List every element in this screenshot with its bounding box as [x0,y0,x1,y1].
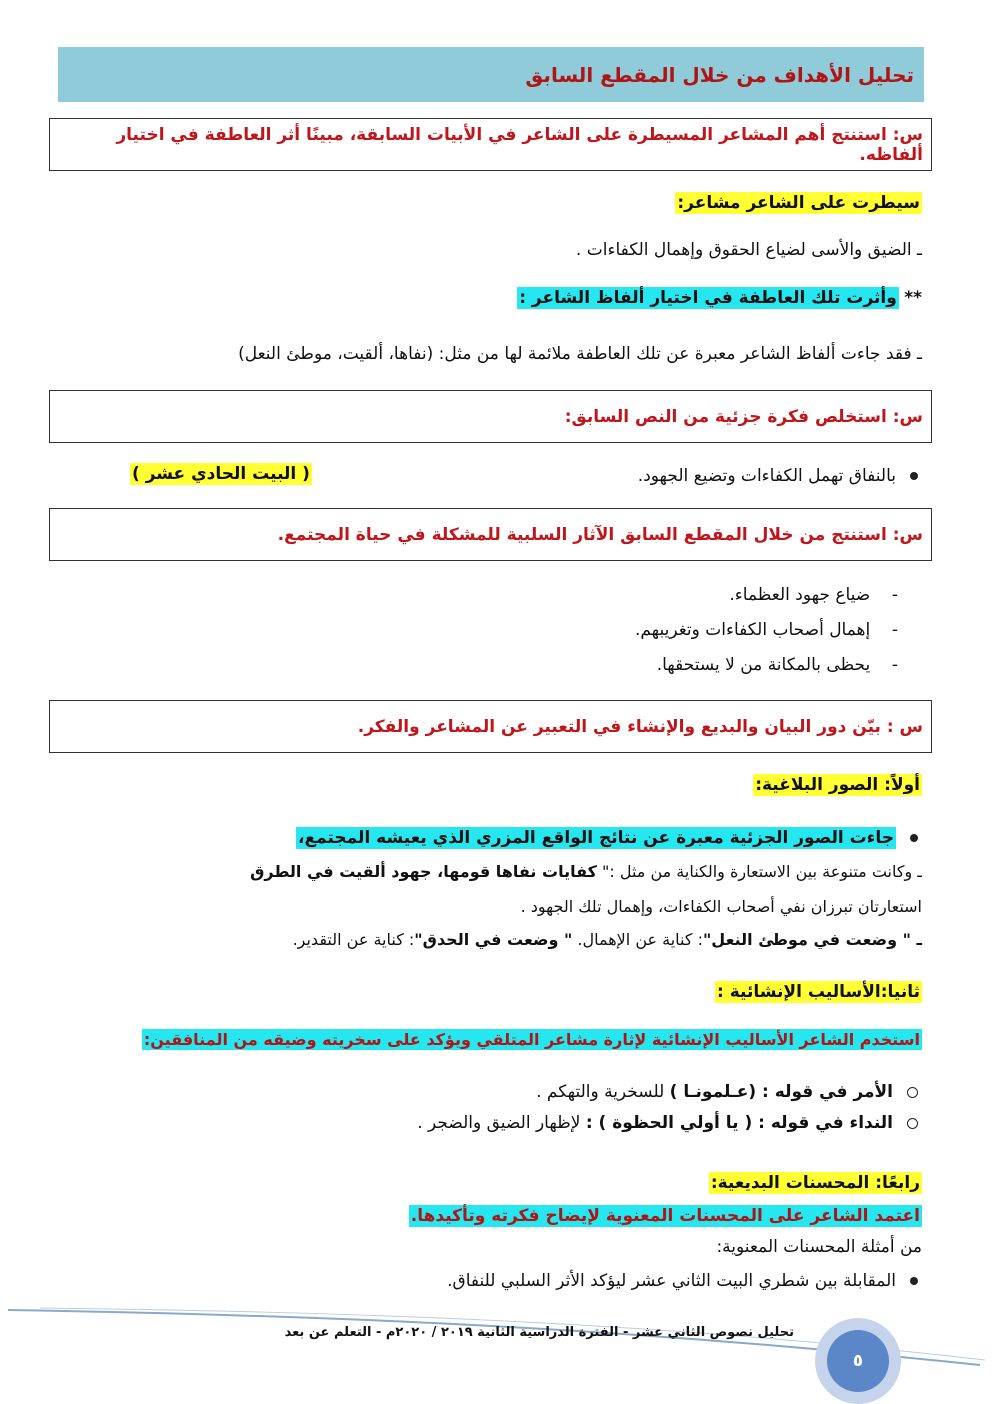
question-box-2 [49,390,932,443]
q4-s2-intro: استخدم الشاعر الأساليب الإنشائية لإثارة مشاعر المتلقي ويؤكد على سخريته وضيقه من المنافقين: [143,1030,920,1049]
q4-s1-line3: استعارتان تبرزان نفي أصحاب الكفاءات، وإهمال تلك الجهود . [520,897,922,916]
bullet-icon [910,1277,918,1285]
q2-tag-line [130,464,312,484]
circle-bullet-icon [907,1087,918,1098]
q4-s2-heading: ثانيا:الأساليب الإنشائية : [717,982,920,1002]
q4-s1-bullet: جاءت الصور الجزئية معبرة عن نتائج الواقع المزري الذي يعيشه المجتمع، [298,828,894,848]
q4-s3-heading: رابعًا: المحسنات البديعية: [710,1173,920,1193]
q1-heading: سيطرت على الشاعر مشاعر: [677,193,920,213]
q4-s3-heading-line [709,1173,922,1193]
bullet-icon [910,834,918,842]
question-box-3 [49,508,932,561]
q4-s2-item-2: النداء في قوله : ( يا أولي الحظوة ) : لإظهار الضيق والضجر . [417,1113,918,1133]
question-3: س: استنتج من خلال المقطع السابق الآثار السلبية للمشكلة في حياة المجتمع. [277,524,923,545]
q4-s2-heading-line [715,982,922,1002]
q3-item-3: - يحظى بالمكانة من لا يستحقها. [656,655,898,675]
q1-answer-2: ـ فقد جاءت ألفاظ الشاعر معبرة عن تلك العاطفة ملائمة لها من مثل: (نفاها، ألقيت، موطئ النعل) [238,344,922,364]
page-number-badge [827,1330,889,1392]
q4-s3-intro: اعتمد الشاعر على المحسنات المعنوية لإيضاح فكرته وتأكيدها. [410,1206,920,1226]
q4-s1-heading-line [753,775,922,795]
question-box-4 [49,700,932,753]
page-title: تحليل الأهداف من خلال المقطع السابق [525,62,914,87]
q3-item-1: - ضياع جهود العظماء. [729,585,898,605]
q2-tag: ( البيت الحادي عشر ) [132,464,310,484]
q4-s2-intro-line [142,1030,922,1050]
question-2: س: استخلص فكرة جزئية من النص السابق: [564,406,923,427]
q3-item-2: - إهمال أصحاب الكفاءات وتغريبهم. [634,620,898,640]
q2-answer: بالنفاق تهمل الكفاءات وتضيع الجهود. [637,466,896,486]
q1-answer-1: ـ الضيق والأسى لضياع الحقوق وإهمال الكفاءات . [575,240,922,260]
q1-heading-line [675,193,922,213]
page-number: ٥ [852,1351,864,1371]
bullet-icon [910,472,918,480]
q4-s3-intro-line [409,1206,922,1226]
q2-answer-line [638,466,918,486]
q4-s3-sub: من أمثلة المحسنات المعنوية: [716,1237,922,1257]
q4-s1-line4: ـ " وضعت في موطئ النعل": كناية عن الإهمال. " وضعت في الحدق": كناية عن التقدير. [292,930,922,949]
footer-text: تحليل نصوص الثاني عشر - الفترة الدراسية الثانية ٢٠١٩ / ٢٠٢٠م - التعلم عن بعد [284,1325,794,1340]
q4-s1-line2: ـ وكانت متنوعة بين الاستعارة والكناية من مثل :" كفايات نفاها قومها، جهود ألقيت في الطرق [250,862,922,881]
q4-s3-bullet-line: المقابلة بين شطري البيت الثاني عشر ليؤكد الأثر السلبي للنفاق. [447,1271,918,1291]
q4-s1-bullet-line [296,828,918,848]
page-header [58,47,924,102]
q4-s1-heading: أولاً: الصور البلاغية: [755,775,920,795]
question-box-1 [49,118,932,171]
q1-sub-prefix: ** [904,288,922,308]
question-1: س: استنتج أهم المشاعر المسيطرة على الشاعر في الأبيات السابقة، مبينًا أثر العاطفة في اختيار ألفاظه. [116,124,923,165]
q4-s2-item-1: الأمر في قوله : (عـلمونـا ) للسخرية والتهكم . [536,1082,918,1102]
q1-sub-heading: وأثرت تلك العاطفة في اختيار ألفاظ الشاعر : [519,288,897,308]
question-4: س : بيّن دور البيان والبديع والإنشاء في التعبير عن المشاعر والفكر. [357,716,923,737]
q1-sub-line [517,288,922,308]
circle-bullet-icon [907,1118,918,1129]
